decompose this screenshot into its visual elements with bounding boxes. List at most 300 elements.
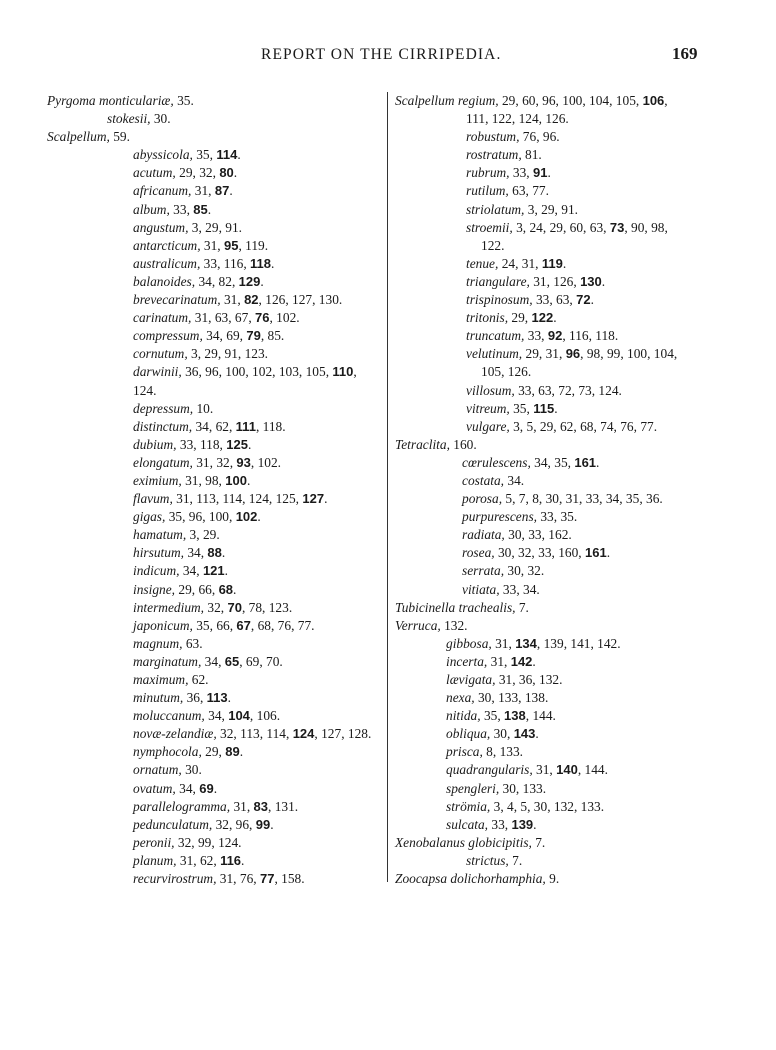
taxon-name: album, <box>133 201 170 217</box>
page-ref-text: 24, 31, <box>498 255 542 271</box>
page-references <box>192 419 285 434</box>
bold-page-ref: 129 <box>238 273 261 289</box>
page-ref-text: 3, 29, 91. <box>188 219 242 235</box>
bold-page-ref: 68 <box>218 581 234 597</box>
page-ref-text: 3, 29, 91. <box>524 201 578 217</box>
index-column-right <box>390 92 740 888</box>
index-entry <box>47 526 387 544</box>
bold-page-ref: 65 <box>224 653 240 669</box>
taxon-name: nitida, <box>446 708 481 724</box>
taxon-name: peronii, <box>133 834 175 850</box>
page-references <box>475 690 549 705</box>
taxon-name: Tubicinella trachealis, <box>395 599 516 615</box>
taxon-name: recurvirostrum, <box>133 871 217 887</box>
index-entry <box>390 870 740 888</box>
page-ref-text: 34, 62, <box>192 418 236 434</box>
page-ref-text: . <box>533 816 537 832</box>
bold-page-ref: 92 <box>547 328 563 344</box>
index-entry <box>47 689 387 707</box>
page-references <box>182 473 251 488</box>
page-ref-text: 30. <box>181 762 202 778</box>
page-ref-text: . <box>246 472 251 488</box>
index-entry <box>47 363 387 381</box>
index-entry <box>47 780 387 798</box>
page-ref-text: , 69, 70. <box>239 653 283 669</box>
page-ref-text: 10. <box>193 400 214 416</box>
bold-page-ref: 79 <box>246 328 261 344</box>
bold-page-ref: 73 <box>609 219 625 235</box>
page-ref-text: , 68, 76, 77. <box>250 617 315 633</box>
page-references <box>532 835 545 850</box>
page-ref-text: . <box>535 726 539 742</box>
taxon-name: trispinosum, <box>466 292 533 308</box>
page-ref-text: 33, <box>524 328 548 344</box>
taxon-name: tenue, <box>466 255 499 271</box>
index-entry <box>390 816 740 834</box>
taxon-name: hamatum, <box>133 527 187 543</box>
index-entry <box>390 201 740 219</box>
index-entry <box>47 743 387 761</box>
page-ref-text: 30. <box>150 111 171 127</box>
page-ref-text: . <box>229 183 233 199</box>
page-references <box>201 654 282 669</box>
page-references <box>182 762 202 777</box>
page-ref-text: 33, 118, <box>176 436 227 452</box>
page-references <box>508 310 557 325</box>
page-ref-text: . <box>257 509 261 525</box>
bold-page-ref: 119 <box>541 255 563 271</box>
running-title: REPORT ON THE CIRRIPEDIA. <box>261 46 502 63</box>
taxon-name: rosea, <box>462 545 495 561</box>
taxon-name: dubium, <box>133 436 177 452</box>
page-ref-text: 31, <box>191 183 215 199</box>
index-entry <box>390 110 740 128</box>
page-references <box>524 202 578 217</box>
page-ref-text: . <box>260 273 264 289</box>
page-ref-text: 34, <box>201 653 225 669</box>
page-ref-text: 31, <box>220 292 245 308</box>
page-ref-text: 33, 63, <box>532 292 577 308</box>
page-ref-text: 33, 116, <box>200 255 251 271</box>
taxon-name: flavum, <box>133 491 173 507</box>
taxon-name: angustum, <box>133 219 189 235</box>
bold-page-ref: 87 <box>214 183 230 199</box>
index-entry <box>390 689 740 707</box>
bold-page-ref: 138 <box>504 708 526 724</box>
page-references <box>510 165 551 180</box>
page-references <box>533 762 608 777</box>
page-references <box>481 238 504 253</box>
index-entry <box>47 852 387 870</box>
page-references <box>151 111 171 126</box>
page-references <box>188 346 268 361</box>
bold-page-ref: 70 <box>227 599 242 615</box>
index-entry <box>47 182 387 200</box>
index-entry <box>47 653 387 671</box>
page-references <box>177 853 245 868</box>
page-ref-text: 3, 29. <box>186 527 220 543</box>
page-ref-text: 5, 7, 8, 30, 31, 33, 34, 35, 36. <box>502 491 663 507</box>
page-references <box>201 238 269 253</box>
page-references <box>174 93 194 108</box>
index-entry <box>47 237 387 255</box>
taxon-name: insigne, <box>133 581 176 597</box>
page-ref-text: . <box>224 563 228 579</box>
index-entry <box>390 544 740 562</box>
index-entry <box>47 562 387 580</box>
taxon-name: cœrulescens, <box>462 454 531 470</box>
index-entry <box>47 219 387 237</box>
page-header <box>0 46 776 70</box>
index-entry <box>47 345 387 363</box>
page-ref-text: . <box>227 690 231 706</box>
page-references <box>441 618 468 633</box>
page-ref-text: 31, 62, <box>176 852 221 868</box>
index-entry <box>390 273 740 291</box>
page-ref-text: . <box>601 273 606 289</box>
index-entry <box>390 382 740 400</box>
page-references <box>165 509 260 524</box>
page-references <box>487 654 536 669</box>
taxon-name: striolatum, <box>466 201 525 217</box>
index-entry <box>390 128 740 146</box>
page-ref-text: 33, 63, 72, 73, 124. <box>514 382 622 398</box>
page-ref-text: 35, <box>192 147 217 163</box>
page-references <box>173 491 328 506</box>
index-entry <box>47 382 387 400</box>
taxon-name: prisca, <box>446 744 483 760</box>
bold-page-ref: 110 <box>332 364 354 380</box>
index-entry <box>390 617 740 635</box>
taxon-name: rostratum, <box>466 147 522 163</box>
page-ref-text: 32, 99, 124. <box>174 834 242 850</box>
page-references <box>499 781 546 796</box>
page-references <box>191 310 299 325</box>
page-references <box>488 817 537 832</box>
bold-page-ref: 115 <box>533 400 555 416</box>
taxon-name: darwinii, <box>133 364 182 380</box>
page-references <box>502 491 663 506</box>
index-entry <box>390 255 740 273</box>
page-ref-text: 122. <box>481 237 505 253</box>
taxon-name: cornutum, <box>133 346 188 362</box>
index-entry <box>47 761 387 779</box>
page-ref-text: 3, 4, 5, 30, 132, 133. <box>490 798 605 814</box>
index-entry <box>47 617 387 635</box>
page-ref-text: . <box>270 816 274 832</box>
index-entry <box>47 291 387 309</box>
page-references <box>546 871 559 886</box>
bold-page-ref: 91 <box>532 165 548 181</box>
page-references <box>193 618 315 633</box>
index-entry <box>47 635 387 653</box>
page-ref-text: , 127, 128. <box>314 726 372 742</box>
page-references <box>481 708 556 723</box>
column-divider <box>387 92 388 882</box>
page-ref-text: , 126, 127, 130. <box>258 292 343 308</box>
taxon-name: Scalpellum, <box>47 129 110 145</box>
page-ref-text: 3, 24, 29, 60, 63, <box>512 219 610 235</box>
bold-page-ref: 82 <box>244 292 259 308</box>
taxon-name: australicum, <box>133 255 201 271</box>
index-entry <box>390 834 740 852</box>
page-references <box>466 111 569 126</box>
bold-page-ref: 140 <box>556 762 578 778</box>
taxon-name: velutinum, <box>466 346 523 362</box>
page-references <box>191 183 232 198</box>
taxon-name: minutum, <box>133 690 184 706</box>
taxon-name: balanoides, <box>133 273 196 289</box>
page-ref-text: 34, <box>175 780 200 796</box>
page-ref-text: , 116, 118. <box>562 328 619 344</box>
bold-page-ref: 130 <box>580 273 602 289</box>
index-entry <box>47 327 387 345</box>
page-ref-text: 132. <box>440 617 468 633</box>
page-references <box>483 744 523 759</box>
page-references <box>193 401 213 416</box>
index-entry <box>47 472 387 490</box>
bold-page-ref: 122 <box>531 310 554 326</box>
taxon-name: elongatum, <box>133 454 193 470</box>
index-entry <box>47 816 387 834</box>
page-ref-text: 32, 113, 114, <box>216 726 293 742</box>
bold-page-ref: 139 <box>511 816 534 832</box>
page-ref-text: 32, 96, <box>212 816 256 832</box>
index-entry <box>47 725 387 743</box>
page-ref-text: 30, <box>490 726 514 742</box>
bold-page-ref: 80 <box>219 165 234 181</box>
page-ref-text: , <box>353 364 357 380</box>
page-references <box>537 509 577 524</box>
page-ref-text: 7. <box>515 599 529 615</box>
taxon-name: tritonis, <box>466 310 509 326</box>
index-entry <box>390 472 740 490</box>
page-ref-text: . <box>562 255 567 271</box>
index-entry <box>47 707 387 725</box>
page-references <box>505 527 572 542</box>
bold-page-ref: 83 <box>253 798 268 814</box>
page-references <box>217 726 372 741</box>
page-ref-text: 36, 96, 100, 102, 103, 105, <box>181 364 333 380</box>
page-references <box>182 364 357 379</box>
page-ref-text: 32, <box>204 599 228 615</box>
page-ref-text: 34, 82, <box>195 273 239 289</box>
taxon-name: sulcata, <box>446 816 489 832</box>
page-ref-text: 81. <box>521 147 542 163</box>
page-ref-text: 33, 34. <box>499 581 540 597</box>
page-ref-text: , 102. <box>269 310 300 326</box>
taxon-name: quadrangularis, <box>446 762 533 778</box>
page-ref-text: 30, 32. <box>504 563 545 579</box>
page-references <box>202 744 243 759</box>
index-entry <box>390 725 740 743</box>
index-entry <box>47 544 387 562</box>
page-ref-text: 34, <box>204 708 229 724</box>
page-ref-text: 63, 77. <box>508 183 549 199</box>
taxon-name: triangulare, <box>466 273 530 289</box>
page-references <box>184 545 225 560</box>
taxon-name: africanum, <box>133 183 192 199</box>
page-ref-text: . <box>207 201 212 217</box>
page-ref-text: 35, 66, <box>192 617 237 633</box>
page-ref-text: , 98, 99, 100, 104, <box>580 346 678 362</box>
bold-page-ref: 125 <box>226 436 248 452</box>
index-entry <box>47 870 387 888</box>
page-ref-text: 31, 76, <box>216 871 260 887</box>
page-ref-text: , 78, 123. <box>241 599 293 615</box>
page-ref-text: 31, <box>491 635 516 651</box>
bold-page-ref: 96 <box>565 346 581 362</box>
index-entry <box>390 798 740 816</box>
taxon-name: porosa, <box>462 491 503 507</box>
page-ref-text: 31, 63, 67, <box>191 310 256 326</box>
page-references <box>504 563 544 578</box>
taxon-name: gigas, <box>133 509 166 525</box>
bold-page-ref: 116 <box>220 852 242 868</box>
taxon-name: carinatum, <box>133 310 192 326</box>
taxon-name: purpurescens, <box>462 509 538 525</box>
page-ref-text: 30, 133. <box>499 780 547 796</box>
index-entry <box>390 436 740 454</box>
page-ref-text: 8, 133. <box>482 744 523 760</box>
index-entry <box>47 418 387 436</box>
taxon-name: serrata, <box>462 563 505 579</box>
taxon-name: moluccanum, <box>133 708 205 724</box>
page-references <box>204 600 292 615</box>
page-references <box>531 455 600 470</box>
index-entry <box>47 273 387 291</box>
index-entry <box>390 454 740 472</box>
page-references <box>212 817 273 832</box>
index-entry <box>390 327 740 345</box>
page-ref-text: . <box>554 400 558 416</box>
taxon-name: depressum, <box>133 400 194 416</box>
taxon-name: intermedium, <box>133 599 205 615</box>
index-entry <box>47 201 387 219</box>
page-ref-text: , 119. <box>238 237 269 253</box>
index-entry <box>390 291 740 309</box>
index-entry <box>47 146 387 164</box>
page-references <box>175 835 242 850</box>
page-references <box>509 183 549 198</box>
index-entry <box>390 743 740 761</box>
page-references <box>186 527 219 542</box>
index-entry <box>390 418 740 436</box>
bold-page-ref: 67 <box>236 617 251 633</box>
page-ref-text: , 131. <box>268 798 299 814</box>
page-references <box>495 672 562 687</box>
index-entry <box>47 798 387 816</box>
index-entry <box>47 834 387 852</box>
index-entry <box>47 581 387 599</box>
bold-page-ref: 89 <box>225 744 240 760</box>
index-entry <box>390 237 740 255</box>
page-references <box>110 129 130 144</box>
index-entry <box>47 490 387 508</box>
index-entry <box>390 363 740 381</box>
page-ref-text: 31, 32, <box>192 454 237 470</box>
bold-page-ref: 114 <box>216 147 238 163</box>
page-ref-text: , 144. <box>525 708 556 724</box>
page-references <box>522 346 677 361</box>
page-references <box>510 401 558 416</box>
page-references <box>481 364 531 379</box>
taxon-name: acutum, <box>133 165 176 181</box>
page-ref-text: . <box>247 436 252 452</box>
taxon-name: ornatum, <box>133 762 182 778</box>
index-entry <box>390 345 740 363</box>
taxon-name: compressum, <box>133 328 203 344</box>
page-ref-text: 7. <box>508 852 523 868</box>
index-entry <box>390 164 740 182</box>
page-references <box>176 781 217 796</box>
index-entry <box>47 164 387 182</box>
taxon-name: antarcticum, <box>133 237 201 253</box>
page-ref-text: 29, <box>201 744 226 760</box>
page-references <box>230 799 298 814</box>
taxon-name: pedunculatum, <box>133 816 213 832</box>
page-references <box>515 383 622 398</box>
page-references <box>195 274 264 289</box>
taxon-name: nymphocola, <box>133 744 202 760</box>
bold-page-ref: 106 <box>642 93 665 108</box>
page-ref-text: , 118. <box>255 418 286 434</box>
page-ref-text: , 102. <box>250 454 282 470</box>
index-entry <box>390 653 740 671</box>
page-references <box>175 582 236 597</box>
page-ref-text: 3, 5, 29, 62, 68, 74, 76, 77. <box>509 418 658 434</box>
index-entry <box>390 780 740 798</box>
page-ref-text: 105, 126. <box>481 364 532 380</box>
page-number: 169 <box>672 44 698 63</box>
index-entry <box>390 490 740 508</box>
taxon-name: strictus, <box>466 852 509 868</box>
page-references <box>533 292 594 307</box>
bold-page-ref: 99 <box>255 816 271 832</box>
index-entry <box>47 436 387 454</box>
page-references <box>176 165 237 180</box>
taxon-name: villosum, <box>466 382 515 398</box>
page-references <box>193 147 241 162</box>
page-ref-text: 124. <box>133 382 157 398</box>
taxon-name: Scalpellum regium, <box>395 93 499 108</box>
index-entry <box>390 635 740 653</box>
taxon-name: gibbosa, <box>446 635 492 651</box>
page-references <box>200 256 274 271</box>
index-entry <box>47 671 387 689</box>
page-ref-text: . <box>324 491 328 507</box>
page-ref-text: 59. <box>109 129 130 145</box>
index-entry <box>390 182 740 200</box>
page-ref-text: 160. <box>449 436 477 452</box>
taxon-name: radiata, <box>462 527 505 543</box>
page-ref-text: 33, <box>169 201 194 217</box>
taxon-name: Verruca, <box>395 617 441 633</box>
taxon-name: ovatum, <box>133 780 176 796</box>
taxon-name: rutilum, <box>466 183 509 199</box>
bold-page-ref: 118 <box>250 255 272 271</box>
page-ref-text: 76, 96. <box>519 129 560 145</box>
page-references <box>450 437 477 452</box>
page-references <box>504 473 524 488</box>
taxon-name: vitiata, <box>462 581 500 597</box>
page-references <box>530 274 605 289</box>
page-references <box>182 636 202 651</box>
page-references <box>500 582 540 597</box>
bold-page-ref: 143 <box>513 726 536 742</box>
page-references <box>519 129 559 144</box>
page-ref-text: . <box>271 255 275 271</box>
